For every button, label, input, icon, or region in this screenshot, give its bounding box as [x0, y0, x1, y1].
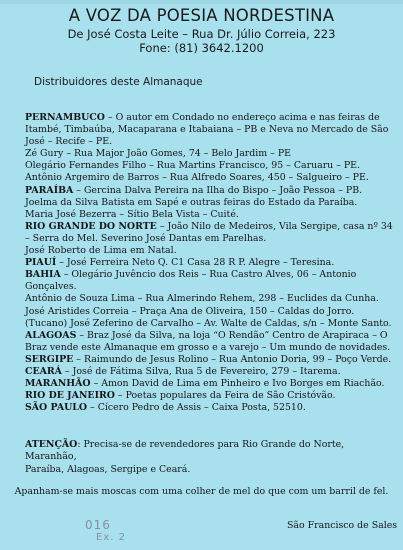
distributor-line	[25, 269, 393, 281]
distributor-line	[25, 342, 393, 354]
distributor-text: José Aristides Correia – Praça Ana de Oliveira, 150 – Caldas do Jorro.	[25, 305, 355, 317]
distributor-text: – José de Fátima Silva, Rua 5 de Fevereiro, 279 – Itarema.	[61, 365, 341, 377]
distributor-text: Joelma da Silva Batista em Sapé e outras feiras do Estado da Paraíba.	[25, 196, 358, 208]
distributor-line	[25, 124, 393, 136]
distributor-text: José – Recife – PE.	[25, 136, 113, 148]
distributor-line	[25, 221, 393, 233]
state-name: RIO GRANDE DO NORTE	[25, 220, 157, 232]
distributor-text: José Roberto de Lima em Natal.	[25, 245, 177, 257]
distributor-line	[25, 185, 393, 197]
distributors-heading: Distribuidores deste Almanaque	[34, 76, 203, 88]
distributor-line	[25, 172, 393, 184]
distributor-line	[25, 293, 393, 305]
distributor-text: – José Ferreira Neto Q. C1 Casa 28 R P. Alegre – Teresina.	[56, 257, 335, 269]
distributor-line	[25, 402, 393, 414]
distributor-text: – Cícero Pedro de Assis – Caixa Posta, 52510.	[87, 402, 306, 414]
distributor-text: – Olegário Juvêncio dos Reis – Rua Castro Alves, 06 – Antonio	[60, 269, 357, 281]
distributor-text: – Gercina Dalva Pereira na Ilha do Bispo – João Pessoa – PB.	[73, 184, 363, 196]
state-name: RIO DE JANEIRO	[25, 390, 115, 402]
quote-author: São Francisco de Sales	[287, 520, 398, 531]
distributor-text: – Serra do Mel. Severino José Dantas em Parelhas.	[25, 232, 267, 244]
top-edge	[0, 0, 403, 4]
distributor-text: Olegário Fernandes Filho – Rua Martins Francisco, 95 – Caruaru – PE.	[25, 160, 360, 172]
distributor-text: (Tucano) José Zeferino de Carvalho – Av. Walte de Caldas, s/n – Monte Santo.	[25, 317, 392, 329]
state-name: PERNAMBUCO	[25, 112, 105, 123]
distributor-text: Itambé, Timbaúba, Macaparana e Itabaiana – PB e Neva no Mercado de São	[25, 124, 389, 136]
handwritten-copy: Ex. 2	[96, 532, 126, 543]
distributor-text: – Poetas populares da Feira de São Cristóvão.	[114, 390, 336, 402]
distributor-line	[25, 257, 393, 269]
distributor-line	[25, 281, 393, 293]
distributor-line	[25, 209, 393, 221]
author-address: De José Costa Leite – Rua Dr. Júlio Correia, 223	[67, 27, 336, 41]
distributor-text: Zé Gury – Rua Major João Gomes, 74 – Belo Jardim – PE	[25, 148, 291, 160]
distributor-text: Antônio Argemiro de Barros – Rua Alfredo Soares, 450 – Salgueiro – PE.	[25, 172, 369, 184]
state-name: ALAGOAS	[25, 329, 77, 341]
distributor-line	[25, 378, 393, 390]
distributor-text: – Raimundo de Jesus Rolino – Rua Antonio Doria, 99 – Poço Verde.	[73, 353, 392, 365]
distributor-text: – Braz José da Silva, na loja “O Rendão” Centro de Arapiraca – O	[76, 329, 388, 341]
distributor-line	[25, 160, 393, 172]
distributor-line	[25, 390, 393, 402]
distributor-text: Braz vende este Almanaque em grosso e a varejo – Um mundo de novidades.	[25, 341, 391, 353]
notice-paragraph	[25, 439, 395, 476]
page-title: A VOZ DA POESIA NORDESTINA	[68, 6, 335, 25]
distributor-line	[25, 197, 393, 209]
handwritten-number: 016	[85, 518, 111, 532]
distributor-text: Gonçalves.	[25, 281, 77, 293]
distributor-text: – Amon David de Lima em Pinheiro e Ivo Borges em Riachão.	[90, 378, 385, 390]
notice-line-2: Paraíba, Alagoas, Sergipe e Ceará.	[25, 463, 191, 475]
state-name: PARAÍBA	[25, 184, 74, 196]
phone-number: Fone: (81) 3642.1200	[139, 41, 264, 55]
distributor-line	[25, 245, 393, 257]
distributors-list	[25, 112, 393, 414]
distributor-line	[25, 318, 393, 330]
distributor-line	[25, 233, 393, 245]
state-name: SÃO PAULO	[25, 402, 88, 414]
distributor-line	[25, 112, 393, 124]
distributor-line	[25, 136, 393, 148]
state-name: PIAUÍ	[25, 257, 57, 269]
notice-label: ATENÇÃO	[25, 439, 78, 450]
distributor-line	[25, 330, 393, 342]
distributor-line	[25, 354, 393, 366]
distributor-line	[25, 366, 393, 378]
distributor-text: – O autor em Condado no endereço acima e nas feiras de	[104, 112, 380, 123]
distributor-text: Maria José Bezerra – Sítio Bela Vista – Cuité.	[25, 208, 239, 220]
notice-line-1: : Precisa-se de revendedores para Rio Grande do Norte, Maranhão,	[25, 439, 345, 463]
state-name: MARANHÃO	[25, 378, 91, 390]
state-name: BAHIA	[25, 269, 61, 281]
distributor-line	[25, 306, 393, 318]
distributor-text: Antônio de Souza Lima – Rua Almerindo Rehem, 298 – Euclides da Cunha.	[25, 293, 379, 305]
distributor-line	[25, 148, 393, 160]
distributor-text: – João Nilo de Medeiros, Vila Sergipe, casa nº 34	[156, 220, 393, 232]
state-name: CEARÁ	[25, 365, 62, 377]
quote-text: Apanham-se mais moscas com uma colher de mel do que com um barril de fel.	[14, 486, 389, 497]
state-name: SERGIPE	[25, 353, 74, 365]
